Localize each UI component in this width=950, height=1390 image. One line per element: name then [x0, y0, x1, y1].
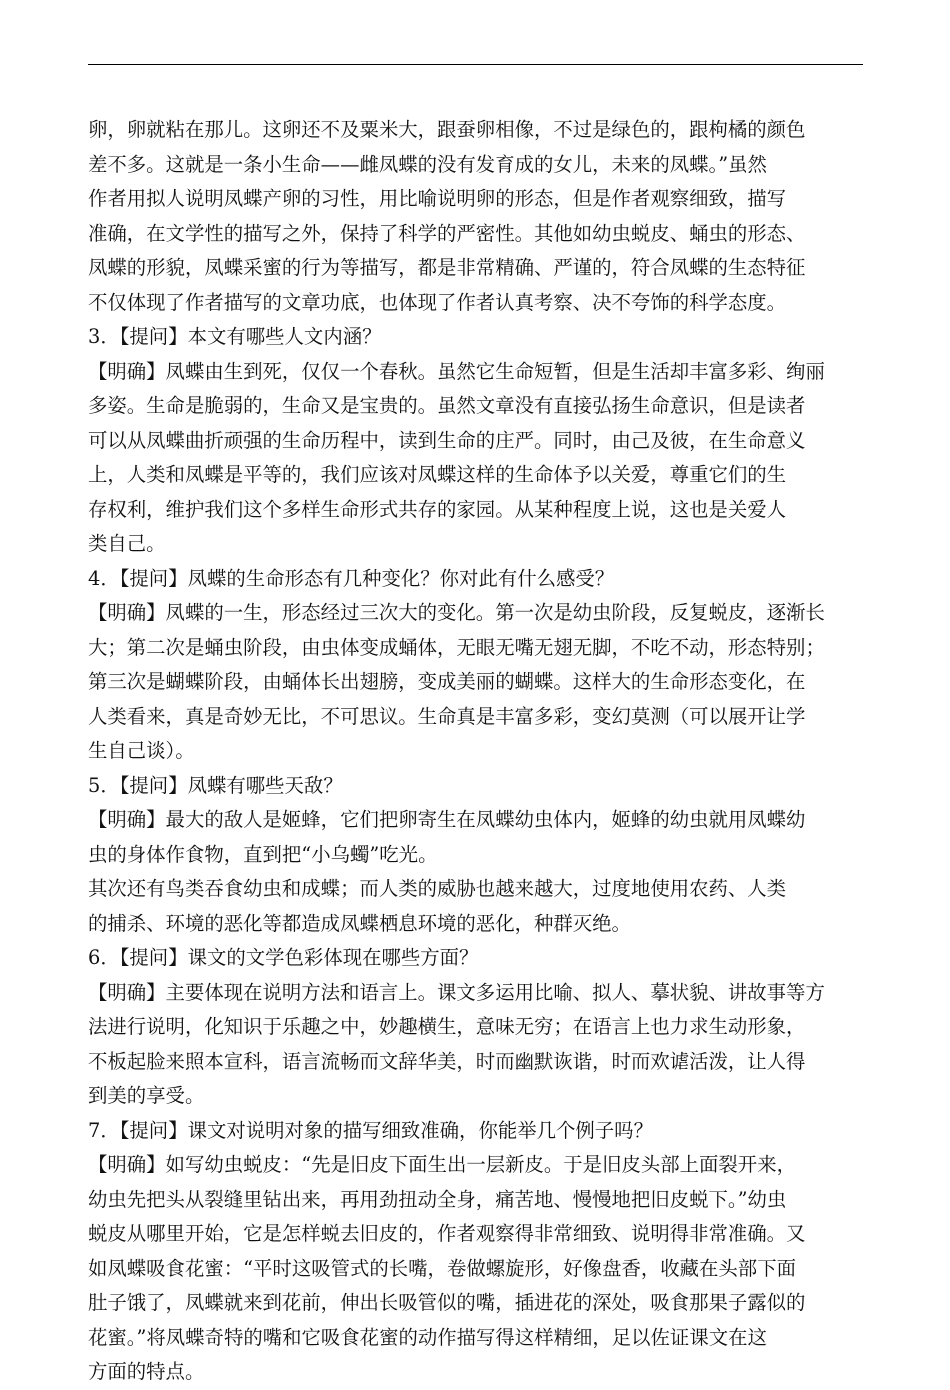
text-line: 差不多。这就是一条小生命——雌凤蝶的没有发育成的女儿，未来的凤蝶。”虽然 [88, 152, 767, 176]
text-line: 方面的特点。 [88, 1360, 205, 1383]
text-line: 如凤蝶吸食花蜜：“平时这吸管式的长嘴，卷做螺旋形，好像盘香，收藏在头部下面 [88, 1256, 796, 1280]
header-rule [88, 64, 863, 65]
text-line: 其次还有鸟类吞食幼虫和成蝶；而人类的威胁也越来越大，过度地使用农药、人类 [88, 877, 787, 900]
text-line: 存权利，维护我们这个多样生命形式共存的家园。从某种程度上说，这也是关爱人 [88, 497, 787, 521]
text-line: 花蜜。”将凤蝶奇特的嘴和它吸食花蜜的动作描写得这样精细，足以佐证课文在这 [88, 1325, 767, 1349]
text-line: 蜕皮从哪里开始，它是怎样蜕去旧皮的，作者观察得非常细致、说明得非常准确。又 [88, 1222, 806, 1245]
text-line: 生自己谈）。 [88, 739, 195, 762]
text-line: 人类看来，真是奇妙无比，不可思议。生命真是丰富多彩，变幻莫测（可以展开让学 [88, 704, 806, 728]
text-line: 卵，卵就粘在那儿。这卵还不及粟米大，跟蚕卵相像，不过是绿色的，跟枸橘的颜色 [88, 118, 806, 141]
text-line: 多姿。生命是脆弱的，生命又是宝贵的。虽然文章没有直接弘扬生命意识，但是读者 [88, 394, 806, 417]
text-line: 到美的享受。 [88, 1084, 205, 1107]
text-line: 5．【提问】凤蝶有哪些天敌？ [88, 773, 343, 797]
text-line: 第三次是蝴蝶阶段，由蛹体长出翅膀，变成美丽的蝴蝶。这样大的生命形态变化，在 [88, 670, 806, 693]
text-line: 3．【提问】本文有哪些人文内涵？ [88, 325, 382, 348]
text-line: 【明确】凤蝶的一生，形态经过三次大的变化。第一次是幼虫阶段，反复蜕皮，逐渐长 [88, 601, 825, 624]
document-body [88, 113, 868, 1390]
text-line: 凤蝶的形貌，凤蝶采蜜的行为等描写，都是非常精确、严谨的，符合凤蝶的生态特征 [88, 256, 806, 279]
text-line: 虫的身体作食物，直到把“小乌蠋”吃光。 [88, 842, 438, 866]
text-line: 可以从凤蝶曲折顽强的生命历程中，读到生命的庄严。同时，由己及彼，在生命意义 [88, 428, 806, 452]
text-line: 【明确】最大的敌人是姬蜂，它们把卵寄生在凤蝶幼虫体内，姬蜂的幼虫就用凤蝶幼 [88, 808, 806, 831]
text-line: 法进行说明，化知识于乐趣之中，妙趣横生，意味无穷；在语言上也力求生动形象， [88, 1015, 806, 1038]
text-line: 【明确】凤蝶由生到死，仅仅一个春秋。虽然它生命短暂，但是生活却丰富多彩、绚丽 [88, 359, 825, 383]
text-line: 4．【提问】凤蝶的生命形态有几种变化？你对此有什么感受？ [88, 566, 615, 590]
text-line: 不仅体现了作者描写的文章功底，也体现了作者认真考察、决不夸饰的科学态度。 [88, 290, 787, 314]
text-line: 幼虫先把头从裂缝里钻出来，再用劲扭动全身，痛苦地、慢慢地把旧皮蜕下。”幼虫 [88, 1187, 787, 1211]
text-line: 准确，在文学性的描写之外，保持了科学的严密性。其他如幼虫蜕皮、蛹虫的形态、 [88, 221, 806, 245]
text-line: 6．【提问】课文的文学色彩体现在哪些方面？ [88, 946, 479, 969]
text-line: 【明确】如写幼虫蜕皮：“先是旧皮下面生出一层新皮。于是旧皮头部上面裂开来， [88, 1153, 796, 1176]
text-line: 【明确】主要体现在说明方法和语言上。课文多运用比喻、拟人、摹状貌、讲故事等方 [88, 980, 825, 1004]
text-line: 不板起脸来照本宣科，语言流畅而文辞华美，时而幽默诙谐，时而欢谑活泼，让人得 [88, 1049, 806, 1073]
text-line: 肚子饿了，凤蝶就来到花前，伸出长吸管似的嘴，插进花的深处，吸食那果子露似的 [88, 1291, 806, 1314]
text-line: 大；第二次是蛹虫阶段，由虫体变成蛹体，无眼无嘴无翅无脚，不吃不动，形态特别； [88, 635, 825, 659]
text-line: 作者用拟人说明凤蝶产卵的习性，用比喻说明卵的形态，但是作者观察细致，描写 [88, 187, 787, 210]
text-line: 的捕杀、环境的恶化等都造成凤蝶栖息环境的恶化，种群灭绝。 [88, 911, 631, 935]
text-line: 7．【提问】课文对说明对象的描写细致准确，你能举几个例子吗？ [88, 1118, 653, 1142]
text-line: 上，人类和凤蝶是平等的，我们应该对凤蝶这样的生命体予以关爱，尊重它们的生 [88, 463, 787, 486]
text-line: 类自己。 [88, 532, 166, 555]
